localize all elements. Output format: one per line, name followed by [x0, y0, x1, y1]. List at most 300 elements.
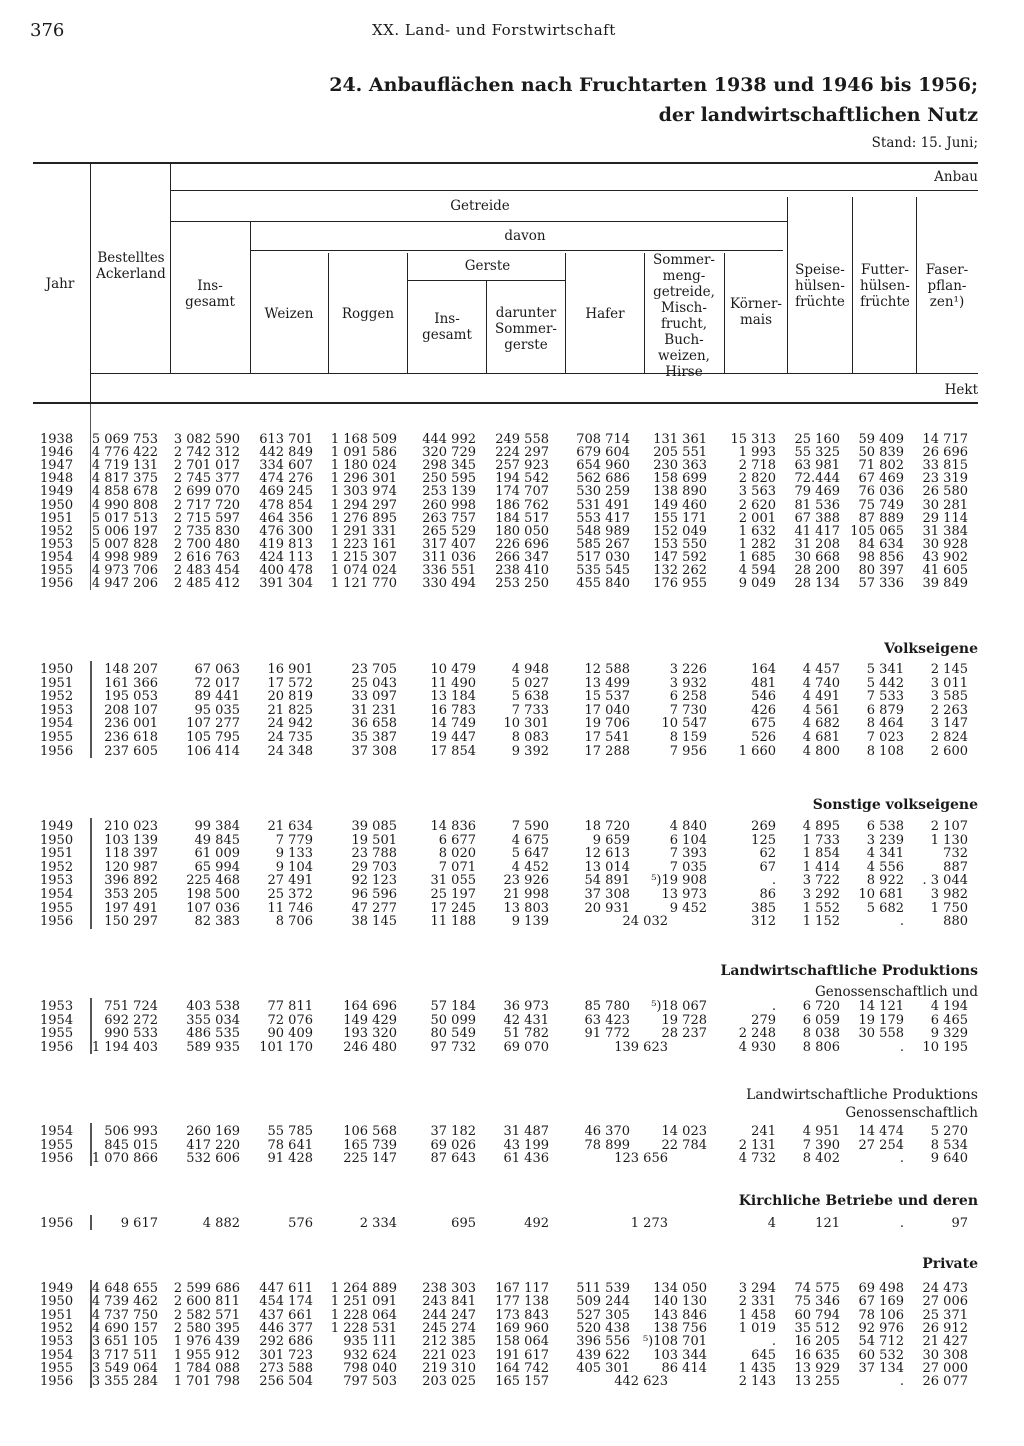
col-header-davon: davon [504, 228, 546, 244]
cell-faserpflanzen: 887 [943, 859, 968, 875]
cell-hafer: 54 891 [584, 873, 630, 889]
cell-bestelltes-ackerland: 148 207 [104, 662, 158, 677]
cell-gerste-insgesamt: 11 188 [430, 914, 476, 930]
cell-gerste-insgesamt: 31 055 [430, 873, 476, 889]
col-header-roggen: Roggen [341, 306, 395, 322]
section-title: Landwirtschaftliche Produktions [720, 963, 978, 979]
cell-faserpflanzen: 30 308 [922, 1347, 968, 1363]
cell-koernermais: . [771, 999, 776, 1014]
cell-futterhuelsenfruechte: 87 889 [858, 510, 904, 526]
cell-faserpflanzen: 27 000 [922, 1360, 968, 1376]
cell-speisehuelsenfruechte: 4 561 [802, 702, 840, 718]
cell-speisehuelsenfruechte: 35 512 [794, 1320, 840, 1336]
cell-faserpflanzen: 26 696 [922, 445, 968, 461]
cell-sommermenggetreide: 6 258 [669, 689, 707, 705]
cell-roggen: 225 147 [343, 1151, 397, 1167]
cell-sommermenggetreide: 14 023 [661, 1124, 707, 1139]
table-row [0, 577, 1024, 590]
cell-sommermenggetreide: 13 973 [661, 887, 707, 902]
cell-getreide-insgesamt: 72 017 [194, 675, 240, 691]
cell-bestelltes-ackerland: 3 651 105 [91, 1334, 158, 1350]
cell-gerste-insgesamt: 7 071 [438, 859, 476, 875]
cell-weizen: 21 634 [267, 819, 313, 834]
cell-sommergerste: 8 083 [511, 730, 549, 745]
col-rule [486, 280, 487, 373]
cell-jahr: 1954 [40, 1012, 74, 1028]
table-row [0, 677, 1024, 690]
cell-sommergerste: 249 558 [495, 432, 549, 447]
cell-weizen: 21 825 [267, 702, 313, 718]
cell-roggen: 38 145 [351, 914, 397, 930]
cell-sommermenggetreide: 22 784 [661, 1137, 707, 1153]
cell-sommergerste: 42 431 [503, 1012, 549, 1028]
cell-roggen: 935 111 [343, 1334, 397, 1350]
cell-weizen: 464 356 [259, 510, 313, 526]
cell-bestelltes-ackerland: 5 069 753 [91, 432, 158, 447]
table-row [0, 1309, 1024, 1322]
cell-jahr: 1956 [40, 914, 74, 930]
cell-gerste-insgesamt: 245 274 [422, 1320, 476, 1336]
cell-faserpflanzen: 14 717 [922, 432, 968, 447]
table-row [0, 1125, 1024, 1138]
cell-speisehuelsenfruechte: 1 733 [802, 832, 840, 848]
col-rule [170, 162, 171, 373]
cell-weizen: 72 076 [267, 1012, 313, 1028]
cell-sommermenggetreide: 3 226 [669, 662, 707, 677]
cell-getreide-insgesamt: 99 384 [194, 819, 240, 834]
cell-roggen: 37 308 [351, 743, 397, 759]
cell-koernermais: 2 718 [738, 458, 776, 474]
table-row [0, 1335, 1024, 1348]
cell-getreide-insgesamt: 61 009 [194, 846, 240, 862]
cell-bestelltes-ackerland: 4 947 206 [91, 576, 158, 592]
cell-bestelltes-ackerland: 3 355 284 [91, 1374, 158, 1390]
section-title: Landwirtschaftliche Produktions [746, 1087, 978, 1103]
getreide-rule [170, 221, 787, 222]
col-rule [916, 197, 917, 373]
cell-weizen: 424 113 [259, 549, 313, 565]
cell-sommergerste: 164 742 [495, 1360, 549, 1376]
davon-rule [250, 250, 783, 251]
cell-faserpflanzen: 9 640 [930, 1151, 968, 1167]
cell-faserpflanzen: 1 750 [930, 900, 968, 916]
cell-hafer: 654 960 [576, 458, 630, 474]
table-row [0, 1152, 1024, 1165]
cell-weizen: 24 348 [267, 743, 313, 759]
cell-weizen: 446 377 [259, 1320, 313, 1336]
cell-speisehuelsenfruechte: 4 491 [802, 689, 840, 705]
cell-bestelltes-ackerland: 1 070 866 [91, 1151, 158, 1167]
cell-weizen: 447 611 [259, 1281, 313, 1296]
cell-sommermenggetreide: 205 551 [653, 445, 707, 461]
cell-sommermenggetreide: 138 756 [653, 1320, 707, 1336]
cell-roggen: 1 251 091 [330, 1294, 397, 1310]
cell-koernermais: 2 131 [738, 1137, 776, 1153]
cell-bestelltes-ackerland: 4 739 462 [91, 1294, 158, 1310]
page-number: 376 [30, 20, 65, 41]
cell-weizen: 469 245 [259, 484, 313, 500]
table-row [0, 1041, 1024, 1054]
cell-bestelltes-ackerland: 692 272 [104, 1012, 158, 1028]
cell-jahr: 1956 [40, 1039, 74, 1055]
cell-sommermenggetreide: 131 361 [653, 432, 707, 447]
cell-koernermais: 67 [759, 859, 776, 875]
cell-sommergerste: 13 803 [503, 900, 549, 916]
cell-faserpflanzen: 26 580 [922, 484, 968, 500]
cell-getreide-insgesamt: 2 699 070 [173, 484, 240, 500]
cell-weizen: 27 491 [267, 873, 313, 889]
cell-jahr: 1953 [40, 536, 74, 552]
cell-futterhuelsenfruechte: 14 121 [858, 999, 904, 1014]
cell-speisehuelsenfruechte: 79 469 [794, 484, 840, 500]
cell-sommergerste: 226 696 [495, 536, 549, 552]
cell-roggen: 36 658 [351, 716, 397, 732]
table-row [0, 1322, 1024, 1335]
cell-sommermenggetreide: 143 846 [653, 1307, 707, 1323]
cell-speisehuelsenfruechte: 16 205 [794, 1334, 840, 1350]
cell-koernermais: 1 282 [738, 536, 776, 552]
cell-speisehuelsenfruechte: 13 255 [794, 1374, 840, 1390]
cell-getreide-insgesamt: 107 036 [186, 900, 240, 916]
cell-bestelltes-ackerland: 4 719 131 [91, 458, 158, 474]
cell-getreide-insgesamt: 2 599 686 [173, 1281, 240, 1296]
cell-roggen: 1 121 770 [330, 576, 397, 592]
cell-faserpflanzen: . 3 044 [922, 873, 968, 889]
cell-roggen: 47 277 [351, 900, 397, 916]
cell-weizen: 16 901 [267, 662, 313, 677]
cell-jahr: 1954 [40, 1347, 74, 1363]
cell-gerste-insgesamt: 87 643 [430, 1151, 476, 1167]
table-row [0, 663, 1024, 676]
col-header-faserpflanzen: Faser- pflan- zen¹) [925, 262, 969, 310]
cell-hafer: 548 989 [576, 523, 630, 539]
cell-koernermais: 241 [751, 1124, 776, 1139]
cell-hafer: 17 541 [584, 730, 630, 745]
cell-hafer: 19 706 [584, 716, 630, 732]
cell-futterhuelsenfruechte: 6 879 [866, 702, 904, 718]
cell-bestelltes-ackerland: 161 366 [104, 675, 158, 691]
cell-gerste-insgesamt: 317 407 [422, 536, 476, 552]
cell-jahr: 1952 [40, 859, 74, 875]
cell-weizen: 9 104 [275, 859, 313, 875]
cell-futterhuelsenfruechte: 98 856 [858, 549, 904, 565]
cell-sommermenggetreide: 28 237 [661, 1026, 707, 1042]
cell-getreide-insgesamt: 82 383 [194, 914, 240, 930]
cell-weizen: 292 686 [259, 1334, 313, 1350]
cell-weizen: 576 [288, 1216, 313, 1231]
cell-sommergerste: 253 250 [495, 576, 549, 592]
cell-roggen: 1 074 024 [330, 563, 397, 578]
cell-futterhuelsenfruechte: 105 065 [850, 523, 904, 539]
cell-speisehuelsenfruechte: 60 794 [794, 1307, 840, 1323]
col-header-speisehuelsenfruechte: Speise- hülsen- früchte [795, 262, 845, 310]
cell-bestelltes-ackerland: 845 015 [104, 1137, 158, 1153]
cell-speisehuelsenfruechte: 1 414 [802, 859, 840, 875]
cell-roggen: 1 294 297 [330, 497, 397, 513]
cell-bestelltes-ackerland: 195 053 [104, 689, 158, 705]
cell-weizen: 442 849 [259, 445, 313, 461]
table-title-continued: der landwirtschaftlichen Nutz [658, 104, 978, 126]
cell-futterhuelsenfruechte: . [899, 1374, 904, 1390]
cell-roggen: 1 223 161 [330, 536, 397, 552]
cell-jahr: 1956 [40, 1216, 74, 1231]
cell-gerste-insgesamt: 14 836 [430, 819, 476, 834]
cell-jahr: 1952 [40, 523, 74, 539]
cell-bestelltes-ackerland: 208 107 [104, 702, 158, 718]
cell-bestelltes-ackerland: 5 007 828 [91, 536, 158, 552]
cell-koernermais: 9 049 [738, 576, 776, 592]
cell-getreide-insgesamt: 2 717 720 [173, 497, 240, 513]
cell-bestelltes-ackerland: 9 617 [120, 1216, 158, 1231]
cell-speisehuelsenfruechte: 8 402 [802, 1151, 840, 1167]
cell-jahr: 1950 [40, 1294, 74, 1310]
cell-weizen: 301 723 [259, 1347, 313, 1363]
cell-hafer: 439 622 [576, 1347, 630, 1363]
cell-roggen: 106 568 [343, 1124, 397, 1139]
cell-sommergerste: 173 843 [495, 1307, 549, 1323]
table-row [0, 847, 1024, 860]
cell-koernermais: 4 [767, 1216, 776, 1231]
cell-bestelltes-ackerland: 4 858 678 [91, 484, 158, 500]
cell-jahr: 1951 [40, 510, 74, 526]
cell-jahr: 1956 [40, 576, 74, 592]
cell-roggen: 1 276 895 [330, 510, 397, 526]
cell-sommergerste: 174 707 [495, 484, 549, 500]
cell-hafer: 12 588 [584, 662, 630, 677]
cell-getreide-insgesamt: 95 035 [194, 702, 240, 718]
cell-hafer: 13 014 [584, 859, 630, 875]
cell-sommergerste: 4 675 [511, 832, 549, 848]
cell-getreide-insgesamt: 1 955 912 [173, 1347, 240, 1363]
section-title: Sonstige volkseigene [812, 797, 978, 813]
cell-speisehuelsenfruechte: 3 722 [802, 873, 840, 889]
cell-speisehuelsenfruechte: 6 059 [802, 1012, 840, 1028]
cell-jahr: 1950 [40, 497, 74, 513]
status-date: Stand: 15. Juni; [871, 135, 978, 151]
cell-sommermenggetreide: 7 956 [669, 743, 707, 759]
cell-bestelltes-ackerland: 237 605 [104, 743, 158, 759]
cell-sommergerste: 7 590 [511, 819, 549, 834]
cell-futterhuelsenfruechte: 8 464 [866, 716, 904, 732]
cell-weizen: 55 785 [267, 1124, 313, 1139]
cell-jahr: 1951 [40, 846, 74, 862]
cell-koernermais: 1 019 [738, 1320, 776, 1336]
cell-sommergerste: 61 436 [503, 1151, 549, 1167]
cell-bestelltes-ackerland: 5 006 197 [91, 523, 158, 539]
cell-sommergerste: 191 617 [495, 1347, 549, 1363]
cell-sommermenggetreide: 134 050 [653, 1281, 707, 1296]
cell-getreide-insgesamt: 2 701 017 [173, 458, 240, 474]
cell-gerste-insgesamt: 17 854 [430, 743, 476, 759]
cell-hafer: 531 491 [576, 497, 630, 513]
cell-roggen: 193 320 [343, 1026, 397, 1042]
cell-faserpflanzen: 3 147 [930, 716, 968, 732]
cell-weizen: 273 588 [259, 1360, 313, 1376]
cell-futterhuelsenfruechte: 50 839 [858, 445, 904, 461]
table-row [0, 820, 1024, 833]
cell-weizen: 24 942 [267, 716, 313, 732]
cell-faserpflanzen: 21 427 [922, 1334, 968, 1350]
table-row [0, 485, 1024, 498]
cell-roggen: 149 429 [343, 1012, 397, 1028]
cell-jahr: 1951 [40, 1307, 74, 1323]
cell-gerste-insgesamt: 336 551 [422, 563, 476, 578]
cell-gerste-insgesamt: 250 595 [422, 471, 476, 487]
cell-sommermenggetreide: 7 730 [669, 702, 707, 718]
cell-roggen: 19 501 [351, 832, 397, 848]
cell-sommergerste: 165 157 [495, 1374, 549, 1390]
cell-gerste-insgesamt: 11 490 [430, 675, 476, 691]
cell-weizen: 334 607 [259, 458, 313, 474]
cell-weizen: 400 478 [259, 563, 313, 578]
cell-getreide-insgesamt: 589 935 [186, 1039, 240, 1055]
cell-jahr: 1953 [40, 999, 74, 1014]
cell-gerste-insgesamt: 260 998 [422, 497, 476, 513]
cell-faserpflanzen: 30 281 [922, 497, 968, 513]
col-header-sommermenggetreide: Sommer- meng- getreide, Misch- frucht, Buch- weizen, Hirse [653, 252, 715, 380]
cell-weizen: 474 276 [259, 471, 313, 487]
cell-jahr: 1956 [40, 1151, 74, 1167]
cell-roggen: 797 503 [343, 1374, 397, 1390]
cell-getreide-insgesamt: 89 441 [194, 689, 240, 705]
cell-gerste-insgesamt: 265 529 [422, 523, 476, 539]
table-row [0, 551, 1024, 564]
col-rule [250, 221, 251, 373]
table-row [0, 861, 1024, 874]
cell-sommermenggetreide: 86 414 [661, 1360, 707, 1376]
cell-koernermais: 269 [751, 819, 776, 834]
table-row [0, 512, 1024, 525]
cell-futterhuelsenfruechte: 5 442 [866, 675, 904, 691]
cell-getreide-insgesamt: 355 034 [186, 1012, 240, 1028]
table-row [0, 874, 1024, 887]
cell-sommergerste: 224 297 [495, 445, 549, 461]
cell-weizen: 391 304 [259, 576, 313, 592]
cell-bestelltes-ackerland: 197 491 [104, 900, 158, 916]
table-row [0, 525, 1024, 538]
cell-faserpflanzen: 26 077 [922, 1374, 968, 1390]
cell-sommermenggetreide: 147 592 [653, 549, 707, 565]
cell-speisehuelsenfruechte: 55 325 [794, 445, 840, 461]
cell-sommermenggetreide: ⁵)18 067 [651, 999, 707, 1014]
cell-weizen: 25 372 [267, 887, 313, 902]
col-rule [852, 197, 853, 373]
cell-speisehuelsenfruechte: 81 536 [794, 497, 840, 513]
cell-roggen: 96 596 [351, 887, 397, 902]
cell-gerste-insgesamt: 19 447 [430, 730, 476, 745]
cell-faserpflanzen: 97 [951, 1216, 968, 1231]
cell-roggen: 1 303 974 [330, 484, 397, 500]
cell-sommergerste: 238 410 [495, 563, 549, 578]
cell-getreide-insgesamt: 2 485 412 [173, 576, 240, 592]
cell-roggen: 165 739 [343, 1137, 397, 1153]
cell-speisehuelsenfruechte: 1 552 [802, 900, 840, 916]
cell-jahr: 1955 [40, 1137, 74, 1153]
cell-speisehuelsenfruechte: 63 981 [794, 458, 840, 474]
cell-faserpflanzen: 9 329 [930, 1026, 968, 1042]
col-rule [644, 253, 645, 373]
cell-hafer: 679 604 [576, 445, 630, 461]
cell-koernermais: 2 820 [738, 471, 776, 487]
table-top-rule [33, 162, 978, 164]
cell-speisehuelsenfruechte: 16 635 [794, 1347, 840, 1363]
cell-sommergerste: 23 926 [503, 873, 549, 889]
cell-bestelltes-ackerland: 150 297 [104, 914, 158, 930]
cell-roggen: 164 696 [343, 999, 397, 1014]
table-row [0, 888, 1024, 901]
cell-speisehuelsenfruechte: 4 895 [802, 819, 840, 834]
cell-weizen: 7 779 [275, 832, 313, 848]
cell-gerste-insgesamt: 69 026 [430, 1137, 476, 1153]
table-row [0, 1349, 1024, 1362]
cell-koernermais: 4 594 [738, 563, 776, 578]
cell-futterhuelsenfruechte: 4 341 [866, 846, 904, 862]
cell-jahr: 1953 [40, 873, 74, 889]
col-header-sommergerste: darunter Sommer- gerste [495, 305, 557, 353]
cell-weizen: 476 300 [259, 523, 313, 539]
cell-futterhuelsenfruechte: 37 134 [858, 1360, 904, 1376]
cell-roggen: 932 624 [343, 1347, 397, 1363]
cell-hafer: 15 537 [584, 689, 630, 705]
cell-koernermais: 4 930 [738, 1039, 776, 1055]
cell-sommermenggetreide: 10 547 [661, 716, 707, 732]
cell-faserpflanzen: 23 319 [922, 471, 968, 487]
cell-koernermais: 645 [751, 1347, 776, 1363]
cell-bestelltes-ackerland: 118 397 [104, 846, 158, 862]
cell-faserpflanzen: 33 815 [922, 458, 968, 474]
table-row [0, 472, 1024, 485]
cell-speisehuelsenfruechte: 6 720 [802, 999, 840, 1014]
cell-sommermenggetreide: 158 699 [653, 471, 707, 487]
cell-roggen: 39 085 [351, 819, 397, 834]
table-row [0, 745, 1024, 758]
cell-bestelltes-ackerland: 236 618 [104, 730, 158, 745]
table-row [0, 433, 1024, 446]
table-row [0, 690, 1024, 703]
cell-getreide-insgesamt: 2 735 830 [173, 523, 240, 539]
cell-futterhuelsenfruechte: 7 533 [866, 689, 904, 705]
cell-futterhuelsenfruechte: 4 556 [866, 859, 904, 875]
cell-speisehuelsenfruechte: 4 681 [802, 730, 840, 745]
cell-sommermenggetreide: ⁵)19 908 [651, 873, 707, 889]
cell-gerste-insgesamt: 25 197 [430, 887, 476, 902]
cell-getreide-insgesamt: 225 468 [186, 873, 240, 889]
table-row [0, 1295, 1024, 1308]
cell-getreide-insgesamt: 3 082 590 [173, 432, 240, 447]
cell-hafer: 37 308 [584, 887, 630, 902]
cell-faserpflanzen: 880 [943, 914, 968, 930]
cell-gerste-insgesamt: 8 020 [438, 846, 476, 862]
cell-speisehuelsenfruechte: 28 134 [794, 576, 840, 592]
cell-sommermenggetreide: 3 932 [669, 675, 707, 691]
cell-hafer: 12 613 [584, 846, 630, 862]
header-bottom-rule [33, 402, 978, 404]
col-header-hafer: Hafer [585, 306, 625, 322]
cell-sommergerste: 36 973 [503, 999, 549, 1014]
cell-faserpflanzen: 2 263 [930, 702, 968, 718]
cell-gerste-insgesamt: 695 [451, 1216, 476, 1231]
cell-getreide-insgesamt: 1 976 439 [173, 1334, 240, 1350]
cell-faserpflanzen: 41 605 [922, 563, 968, 578]
col-rule [787, 197, 788, 373]
cell-sommergerste: 257 923 [495, 458, 549, 474]
cell-sommergerste: 158 064 [495, 1334, 549, 1350]
cell-futterhuelsenfruechte: 92 976 [858, 1320, 904, 1336]
cell-gerste-insgesamt: 6 677 [438, 832, 476, 848]
cell-hafer: 46 370 [584, 1124, 630, 1139]
cell-hafer: 91 772 [584, 1026, 630, 1042]
cell-faserpflanzen: 732 [943, 846, 968, 862]
